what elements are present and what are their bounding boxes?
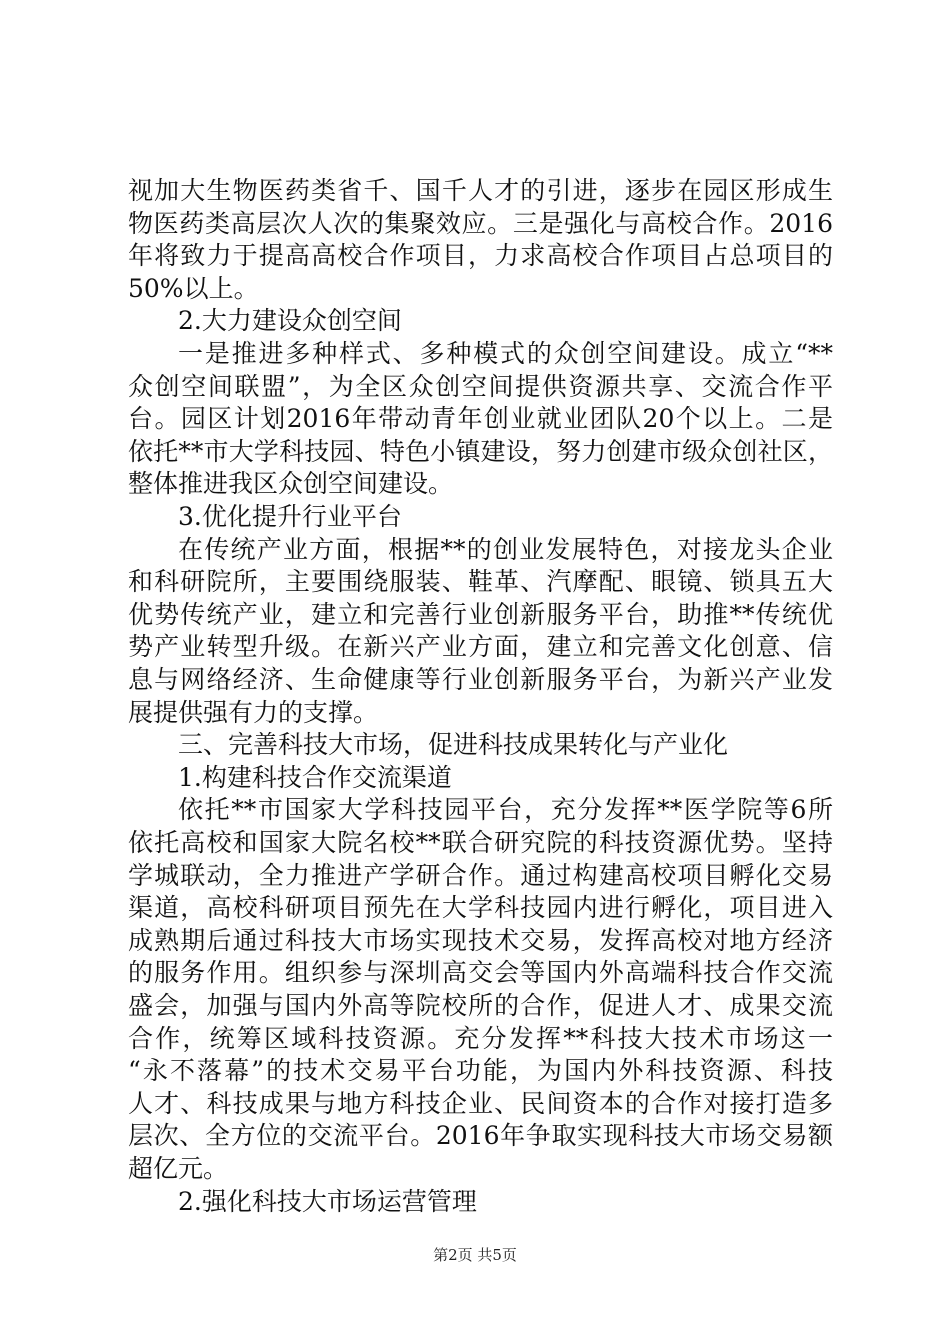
paragraph-line: 学城联动，全力推进产学研合作。通过构建高校项目孵化交易 — [128, 861, 833, 890]
paragraph-line: 展提供强有力的支撑。 — [128, 698, 379, 727]
paragraph-line: 50%以上。 — [128, 274, 259, 303]
paragraph-line: 物医药类高层次人次的集聚效应。三是强化与高校合作。2016 — [128, 209, 833, 238]
paragraph-line: 依托**市国家大学科技园平台，充分发挥**医学院等6所 — [178, 795, 833, 824]
paragraph-line: 整体推进我区众创空间建设。 — [128, 469, 454, 498]
section-heading: 1.构建科技合作交流渠道 — [178, 763, 452, 792]
paragraph-line: 渠道，高校科研项目预先在大学科技园内进行孵化，项目进入 — [128, 893, 833, 922]
section-heading: 3.优化提升行业平台 — [178, 502, 402, 531]
paragraph-line: 层次、全方位的交流平台。2016年争取实现科技大市场交易额 — [128, 1121, 833, 1150]
page-footer: 第2页 共5页 — [433, 1246, 517, 1264]
paragraph-line: 合作，统筹区域科技资源。充分发挥**科技大技术市场这一 — [128, 1024, 833, 1053]
paragraph-line: 优势传统产业，建立和完善行业创新服务平台，助推**传统优 — [128, 600, 833, 629]
paragraph-line: 成熟期后通过科技大市场实现技术交易，发挥高校对地方经济 — [128, 926, 833, 955]
paragraph-line: 和科研院所，主要围绕服装、鞋革、汽摩配、眼镜、锁具五大 — [128, 567, 833, 596]
paragraph-line: 息与网络经济、生命健康等行业创新服务平台，为新兴产业发 — [128, 665, 833, 694]
paragraph-line: 超亿元。 — [128, 1154, 229, 1183]
paragraph-line: 台。园区计划2016年带动青年创业就业团队20个以上。二是 — [128, 404, 833, 433]
paragraph-line: 的服务作用。组织参与深圳高交会等国内外高端科技合作交流 — [128, 958, 833, 987]
paragraph-line: 在传统产业方面，根据**的创业发展特色，对接龙头企业 — [178, 535, 833, 564]
section-heading: 2.大力建设众创空间 — [178, 306, 402, 335]
chapter-heading: 三、完善科技大市场，促进科技成果转化与产业化 — [178, 730, 729, 759]
paragraph-line: 人才、科技成果与地方科技企业、民间资本的合作对接打造多 — [128, 1089, 833, 1118]
paragraph-line: 盛会，加强与国内外高等院校所的合作，促进人才、成果交流 — [128, 991, 833, 1020]
paragraph-line: “永不落幕”的技术交易平台功能，为国内外科技资源、科技 — [128, 1056, 833, 1085]
section-heading: 2.强化科技大市场运营管理 — [178, 1187, 477, 1216]
paragraph-line: 势产业转型升级。在新兴产业方面，建立和完善文化创意、信 — [128, 632, 833, 661]
paragraph-line: 一是推进多种样式、多种模式的众创空间建设。成立“** — [178, 339, 833, 368]
paragraph-line: 依托**市大学科技园、特色小镇建设，努力创建市级众创社区， — [128, 437, 833, 466]
paragraph-line: 年将致力于提高高校合作项目，力求高校合作项目占总项目的 — [128, 241, 833, 270]
paragraph-line: 依托高校和国家大院名校**联合研究院的科技资源优势。坚持 — [128, 828, 833, 857]
paragraph-line: 视加大生物医药类省千、国千人才的引进，逐步在园区形成生 — [128, 176, 833, 205]
paragraph-line: 众创空间联盟”，为全区众创空间提供资源共享、交流合作平 — [128, 372, 833, 401]
